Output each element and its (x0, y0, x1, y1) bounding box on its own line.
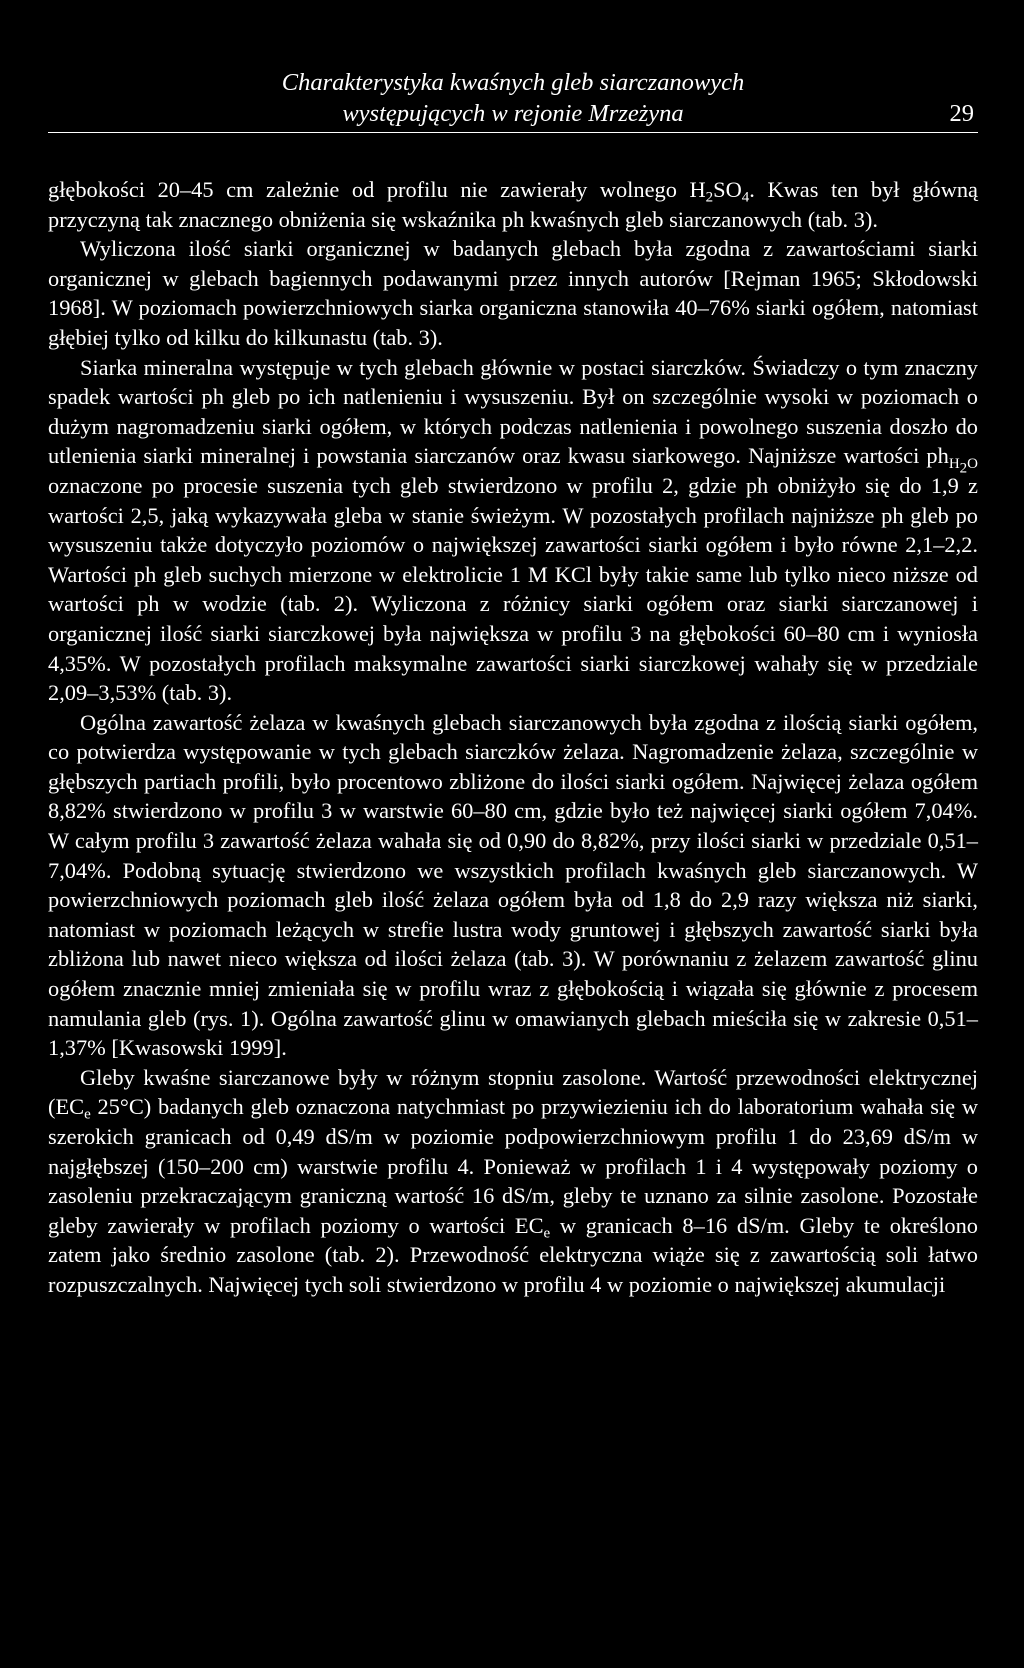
p3-text-a: Siarka mineralna występuje w tych glebach głównie w postaci siarczków. Świadczy o tym znaczny spadek wartości ph gleb po ich natlenieniu i wysuszeniu. Był on szczególnie wysoki w poziomach o dużym nagromadzeniu siarki ogółem, w których podczas natlenienia i powolnego suszenia doszło do utlenienia siarki mineralnej i powstania siarczanów oraz kwasu siarkowego. Najniższe wartości ph (48, 354, 978, 469)
p3-sub-h: H (948, 455, 960, 472)
paragraph-3 (48, 353, 978, 708)
p3-text-b: oznaczone po procesie suszenia tych gleb stwierdzono w profilu 2, gdzie ph obniżyło się do 1,9 z wartości 2,5, jaką wykazywała gleba w stanie świeżym. W pozostałych profilach najniższe ph gleb po wysuszeniu także dotyczyło poziomów o największej zawartości siarki ogółem i było równe 2,1–2,2. Wartości ph gleb suchych mierzone w elektrolicie 1 M KCl były takie same lub tylko nieco niższe od wartości ph w wodzie (tab. 2). Wyliczona z różnicy siarki ogółem oraz siarki siarczanowej i organicznej ilość siarki siarczkowej była największa w profilu 3 na głębokości 60–80 cm i wyniosła 4,35%. W pozostałych profilach maksymalne zawartości siarki siarczkowej wahały się w przedziale 2,09–3,53% (tab. 3). (48, 472, 978, 706)
p5-subscript-1: e (84, 1106, 91, 1123)
p3-subscript-h (948, 455, 978, 477)
header-title-line-1: Charakterystyka kwaśnych gleb siarczanowych (281, 69, 745, 96)
paragraph-4: Ogólna zawartość żelaza w kwaśnych glebach siarczanowych była zgodna z ilością siarki ogółem, co potwierdza występowanie w tych glebach siarczków żelaza. Nagromadzenie żelaza, szczególnie w głębszych partiach profili, było procentowo zbliżone do ilości siarki ogółem. Najwięcej żelaza ogółem 8,82% stwierdzono w profilu 3 w warstwie 60–80 cm, gdzie było też najwięcej siarki ogółem 7,04%. W całym profilu 3 zawartość żelaza wahała się od 0,90 do 8,82%, przy ilości siarki w przedziale 0,51–7,04%. Podobną sytuację stwierdzono we wszystkich profilach kwaśnych gleb siarczanowych. W powierzchniowych poziomach gleb ilość żelaza ogółem była od 1,8 do 2,9 razy większa niż siarki, natomiast w poziomach leżących w strefie lustra wody gruntowej i głębszych zawartość siarki była zbliżona lub nawet nieco większa od ilości żelaza (tab. 3). W porównaniu z żelazem zawartość glinu ogółem znacznie mniej zmieniała się w profilu wraz z głębokością i wiązała się głównie z procesem namulania gleb (rys. 1). Ogólna zawartość glinu w omawianych glebach mieściła się w zakresie 0,51–1,37% [Kwasowski 1999]. (48, 709, 978, 1061)
p5-text-c: w granicach 8–16 dS/m. Gleby te określono zatem jako średnio zasolone (tab. 2). Przewodność elektryczna wiąże się z zawartością soli łatwo rozpuszczalnych. Najwięcej tych soli stwierdzono w profilu 4 w poziomie o największej akumulacji (48, 1212, 978, 1297)
p1-text-a: głębokości 20–45 cm zależnie od profilu nie zawierały wolnego H (48, 177, 706, 202)
p1-text-c: . Kwas ten był główną przyczyną tak znacznego obniżenia się wskaźnika ph kwaśnych gleb siarczanowych (tab. 3). (48, 177, 978, 232)
p1-text-b: SO (713, 177, 742, 202)
paragraph-1 (48, 175, 978, 234)
paragraph-5 (48, 1063, 978, 1300)
body-text (48, 175, 978, 1300)
p5-subscript-2: e (543, 1225, 551, 1242)
page-number: 29 (949, 100, 974, 127)
p3-sub-o: O (967, 455, 978, 472)
running-header (48, 62, 978, 133)
p1-subscript-1: 2 (705, 189, 714, 206)
header-title-line-2: występujących w rejonie Mrzeżyna (342, 100, 684, 127)
p3-sub-2: 2 (959, 460, 968, 477)
p5-text-b: 25°C) badanych gleb oznaczona natychmiast po przywiezieniu ich do laboratorium wahała się w szerokich granicach od 0,49 dS/m w poziomie podpowierzchniowym profilu 1 do 23,69 dS/m w najgłębszej (150–200 cm) warstwie profilu 4. Ponieważ w profilach 1 i 4 występowały poziomy o zasoleniu przekraczającym graniczną wartość 16 dS/m, gleby te uznano za silnie zasolone. Pozostałe gleby zawierały w profilach poziomy o wartości EC (48, 1094, 978, 1238)
p5-text-a: Gleby kwaśne siarczanowe były w różnym stopniu zasolone. Wartość przewodności elektrycznej (EC (48, 1064, 978, 1120)
paragraph-2: Wyliczona ilość siarki organicznej w badanych glebach była zgodna z zawartościami siarki organicznej w glebach bagiennych podawanymi przez innych autorów [Rejman 1965; Skłodowski 1968]. W poziomach powierzchniowych siarka organiczna stanowiła 40–76% siarki ogółem, natomiast głębiej tylko od kilku do kilkunastu (tab. 3). (48, 236, 978, 350)
p1-subscript-2: 4 (741, 189, 750, 206)
